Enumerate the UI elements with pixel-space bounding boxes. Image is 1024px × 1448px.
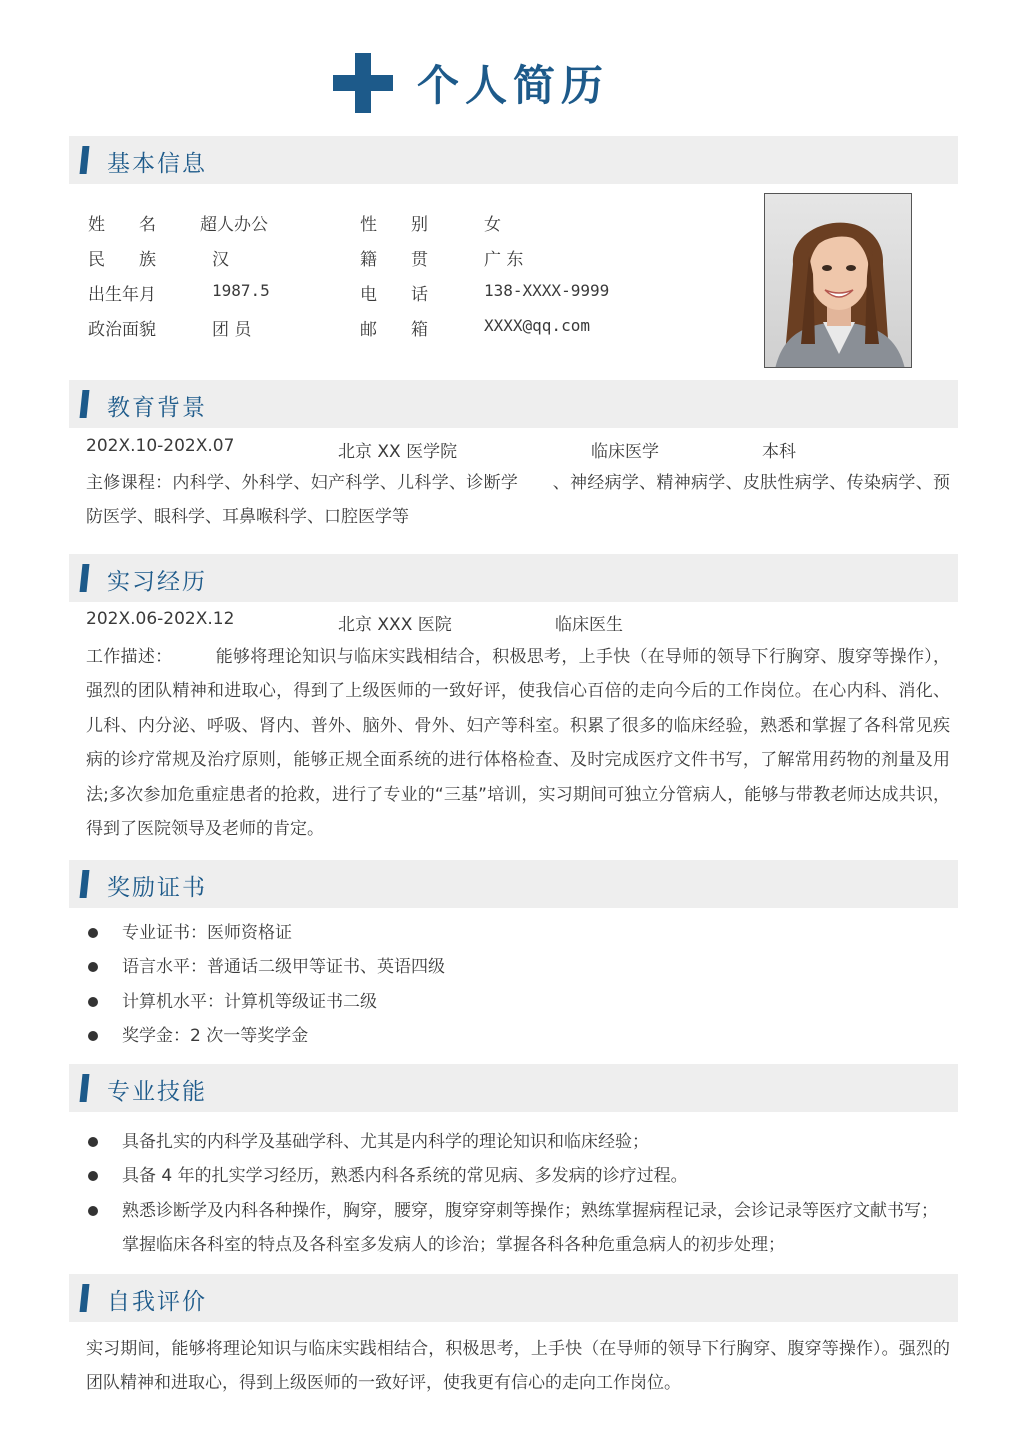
list-item [86, 985, 952, 1019]
skill-text: 具备扎实的内科学及基础学科、尤其是内科学的理论知识和临床经验； [122, 1132, 649, 1152]
award-text: 语言水平：普通话二级甲等证书、英语四级 [122, 957, 445, 978]
gender-label: 性 别 [360, 215, 428, 235]
section-title: 教育背景 [107, 395, 207, 421]
profile-photo [764, 193, 912, 368]
skill-text: 具备 4 年的扎实学习经历，熟悉内科各系统的常见病、多发病的诊疗过程。 [122, 1166, 688, 1187]
section-header-education [69, 380, 958, 428]
list-item [86, 1125, 952, 1159]
section-header-awards [69, 860, 958, 908]
politics-value: 团 员 [212, 320, 252, 340]
bullet-icon [88, 928, 98, 938]
list-item [86, 1019, 952, 1053]
page-title: 个人简历 [417, 61, 610, 110]
section-title: 专业技能 [107, 1079, 207, 1105]
birth-value: 1987.5 [212, 281, 270, 300]
section-marker-icon [80, 1284, 90, 1312]
section-title: 自我评价 [107, 1289, 207, 1315]
origin-label: 籍 贯 [360, 250, 428, 270]
portrait-image [765, 194, 912, 368]
ethnic-value: 汉 [212, 250, 229, 270]
ethnic-label: 民 族 [88, 250, 156, 270]
list-item [86, 1194, 952, 1263]
bullet-icon [88, 1031, 98, 1041]
education-major: 临床医学 [591, 442, 659, 462]
gender-value: 女 [484, 215, 501, 235]
phone-label: 电 话 [360, 285, 428, 305]
bullet-icon [88, 1206, 98, 1216]
award-text: 专业证书：医师资格证 [122, 923, 292, 943]
education-school: 北京 XX 医学院 [338, 442, 458, 462]
education-courses: 主修课程：内科学、外科学、妇产科学、儿科学、诊断学 、神经病学、精神病学、皮肤性病学、传染病学、预防医学、眼科学、耳鼻喉科学、口腔医学等 [86, 473, 950, 528]
section-marker-icon [80, 1074, 90, 1102]
bullet-icon [88, 1171, 98, 1181]
internship-role: 临床医生 [555, 615, 623, 635]
section-header-basic-info [69, 136, 958, 184]
bullet-icon [88, 1137, 98, 1147]
education-degree: 本科 [762, 442, 796, 462]
name-value: 超人办公 [200, 215, 268, 235]
resume-header [333, 52, 609, 114]
section-marker-icon [80, 146, 90, 174]
award-text: 计算机水平：计算机等级证书二级 [122, 991, 377, 1012]
section-title: 基本信息 [107, 151, 207, 177]
email-label: 邮 箱 [360, 320, 428, 340]
email-value: XXXX@qq.com [484, 316, 590, 335]
bullet-icon [88, 962, 98, 972]
politics-label: 政治面貌 [88, 320, 156, 340]
birth-label: 出生年月 [88, 285, 156, 305]
medical-cross-icon [333, 53, 393, 113]
skills-list [86, 1125, 952, 1263]
internship-hospital: 北京 XXX 医院 [338, 615, 452, 635]
section-marker-icon [80, 390, 90, 418]
list-item [86, 1159, 952, 1193]
internship-description: 工作描述： 能够将理论知识与临床实践相结合，积极思考，上手快（在导师的领导下行胸穿、腹穿等操作），强烈的团队精神和进取心，得到了上级医师的一致好评，使我信心百倍的走向今后的工作岗位。在心内科、消化、儿科、内分泌、呼吸、肾内、普外、脑外、骨外、妇产等科室。积累了很多的临床经验，熟悉和掌握了各科常见疾病的诊疗常规及治疗原则，能够正规全面系统的进行体格检查、及时完成医疗文件书写，了解常用药物的剂量及用法;多次参加危重症患者的抢救，进行了专业的“三基”培训，实习期间可独立分管病人，能够与带教老师达成共识，得到了医院领导及老师的肯定。 [86, 647, 950, 840]
section-title: 奖励证书 [107, 875, 207, 901]
awards-list [86, 916, 952, 1054]
name-label: 姓 名 [88, 215, 156, 235]
origin-value: 广 东 [484, 250, 524, 270]
phone-value: 138-XXXX-9999 [484, 281, 610, 300]
internship-period: 202X.06-202X.12 [86, 609, 235, 629]
section-header-self-evaluation [69, 1274, 958, 1322]
self-evaluation-text: 实习期间，能够将理论知识与临床实践相结合，积极思考，上手快（在导师的领导下行胸穿、腹穿等操作）。强烈的团队精神和进取心，得到上级医师的一致好评，使我更有信心的走向工作岗位。 [86, 1339, 950, 1394]
section-header-internship [69, 554, 958, 602]
award-text: 奖学金：2 次一等奖学金 [122, 1026, 309, 1047]
bullet-icon [88, 997, 98, 1007]
section-header-skills [69, 1064, 958, 1112]
list-item [86, 916, 952, 950]
list-item [86, 950, 952, 984]
section-marker-icon [80, 870, 90, 898]
skill-text: 熟悉诊断学及内科各种操作，胸穿，腰穿，腹穿穿刺等操作；熟练掌握病程记录，会诊记录等医疗文献书写；掌握临床各科室的特点及各科室多发病人的诊治；掌握各科各种危重急病人的初步处理； [122, 1200, 938, 1256]
section-title: 实习经历 [107, 569, 207, 595]
education-period: 202X.10-202X.07 [86, 436, 235, 456]
section-marker-icon [80, 564, 90, 592]
